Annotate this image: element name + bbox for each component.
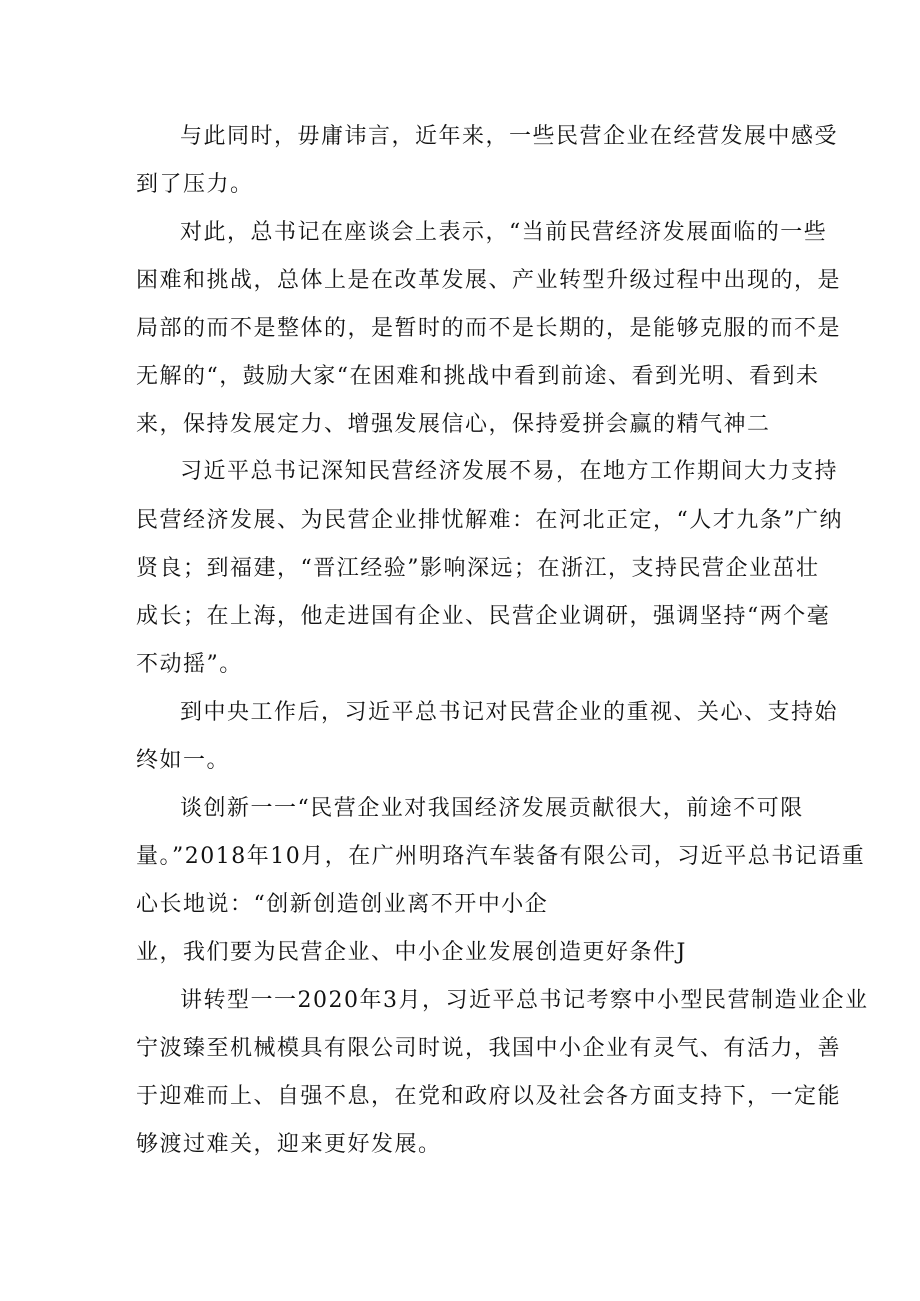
- text-line: 终如一。: [136, 748, 231, 773]
- text-line: 贤良；到福建，“晋江经验”影响深远；在浙江，支持民营企业茁壮: [136, 556, 820, 581]
- text-line: 讲转型一一2020年3月，习近平总书记考察中小型民营制造业企业: [180, 988, 869, 1013]
- text-line: 对此，总书记在座谈会上表示，“当前民营经济发展面临的一些: [180, 220, 828, 245]
- text-line: 无解的“，鼓励大家“在困难和挑战中看到前途、看到光明、看到未: [136, 364, 820, 389]
- text-line: 于迎难而上、自强不息，在党和政府以及社会各方面支持下，一定能: [136, 1084, 842, 1109]
- text-line: 心长地说：“创新创造创业离不开中小企: [136, 892, 549, 917]
- text-line: 不动摇”。: [136, 652, 243, 677]
- text-line: 谈创新一一“民营企业对我国经济发展贡献很大，前途不可限: [180, 796, 804, 821]
- text-line: 来，保持发展定力、增强发展信心，保持爱拼会赢的精气神二: [136, 412, 771, 437]
- text-line: 成长；在上海，他走进国有企业、民营企业调研，强调坚持“两个毫: [136, 604, 831, 629]
- text-line: 量。”2018年10月，在广州明珞汽车装备有限公司，习近平总书记语重: [136, 844, 866, 869]
- text-line: 业，我们要为民营企业、中小企业发展创造更好条件J: [136, 940, 687, 965]
- text-line: 与此同时，毋庸讳言，近年来，一些民营企业在经营发展中感受: [180, 124, 839, 149]
- text-line: 民营经济发展、为民营企业排忧解难：在河北正定，“人才九条”广纳: [136, 508, 843, 533]
- text-line: 宁波臻至机械模具有限公司时说，我国中小企业有灵气、有活力，善: [136, 1036, 842, 1061]
- text-line: 够渡过难关，迎来更好发展。: [136, 1132, 442, 1157]
- text-line: 困难和挑战，总体上是在改革发展、产业转型升级过程中出现的，是: [136, 268, 842, 293]
- text-line: 到中央工作后，习近平总书记对民营企业的重视、关心、支持始: [180, 700, 839, 725]
- text-line: 习近平总书记深知民营经济发展不易，在地方工作期间大力支持: [180, 459, 839, 484]
- text-line: 局部的而不是整体的，是暂时的而不是长期的，是能够克服的而不是: [136, 316, 842, 341]
- text-line: 到了压力。: [136, 172, 254, 197]
